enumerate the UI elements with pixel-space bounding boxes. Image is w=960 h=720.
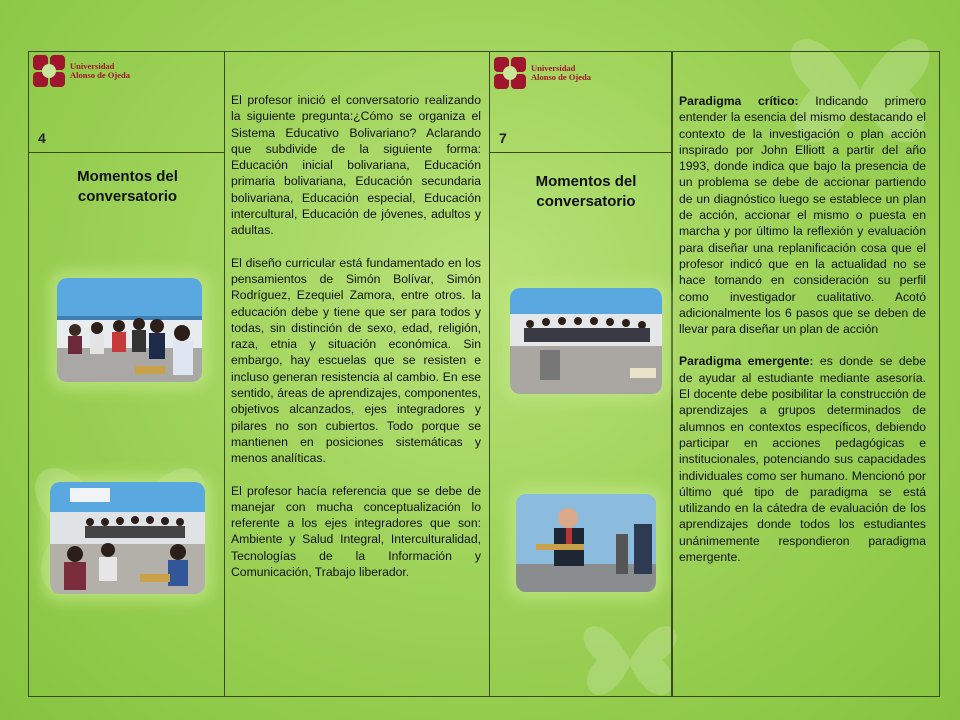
- logo-line-1: Universidad: [70, 61, 115, 71]
- page-number-right: 7: [499, 130, 507, 146]
- logo-text: [531, 64, 591, 82]
- classroom-photo-2-image: [50, 482, 205, 594]
- classroom-photo-1-image: [57, 278, 202, 382]
- text-column-1: [231, 92, 481, 596]
- page-number-left: 4: [38, 130, 46, 146]
- caption-line-1: Momentos del: [535, 173, 637, 190]
- paragraph-emergent-body: es donde se debe de ayudar al estudiante mediante asesoría. El docente debe posibilitar la construcción de aprendizajes a grupos determinados de alumnos en contextos específicos, debiendo participar en acciones pedagógicas e institucionales, potenciando sus capacidades individuales como ser humano. Mencionó por último qué tipo de paradigma se está utilizando en la cátedra de evaluación de los aprendizajes donde todos los estudiantes unánimemente respondieron paradigma emergente.: [679, 354, 926, 565]
- paragraph-critical-title: Paradigma crítico:: [679, 94, 799, 108]
- university-logo-left: [32, 54, 130, 88]
- paragraph-critical-body: Indicando primero entender la esencia del mismo destacando el contexto de la investigación o plan acción inspirado por John Elliott a partir del año 1993, donde indica que bajo la presencia de un problema se debe de accionar partiendo de un diagnóstico luego se establece un plan de acción, accionar el mismo o puesta en marcha y por último la reflexión y evaluación para diseñar una replanificación cosa que el profesor indicó que en la actualidad no se hace tomando en consideración su perfil como investigador cualitativo. Acotó adicionalmente los 6 pasos que se deben de llevar para diseñar un plan de acción: [679, 94, 926, 337]
- text-column-2: [679, 93, 926, 581]
- paragraph-emergent-title: Paradigma emergente:: [679, 354, 814, 369]
- university-seal-icon: [493, 56, 527, 90]
- paragraph-2: El diseño curricular está fundamentado en los pensamientos de Simón Bolívar, Simón Rodríguez, Ezequiel Zamora, entre otros. la educación debe y tiene que ser para todos y todas, sin distinción de sexo, edad, religión, raza, etnia y situación económica. Sin embargo, hay escuelas que se resisten e incluso generan resistencia al cambio. En ese sentido, áreas de aprendizajes, componentes, objetivos alcanzados, ejes integradores y pilares no son cubiertos. Todo porque se mantienen en posiciones sistemáticas y menos analíticas.: [231, 255, 481, 466]
- classroom-photo-2: [50, 482, 205, 594]
- paragraph-critical: [679, 93, 926, 337]
- logo-line-2: Alonso de Ojeda: [70, 70, 130, 80]
- caption-line-1: Momentos del: [77, 168, 178, 185]
- left-photo-panel: [28, 152, 225, 697]
- classroom-photo-3: [510, 288, 662, 394]
- classroom-photo-1: [57, 278, 202, 382]
- professor-photo-image: [516, 494, 656, 592]
- university-logo-right: [493, 56, 591, 90]
- classroom-photo-3-image: [510, 288, 662, 394]
- paragraph-emergent: [679, 353, 926, 565]
- caption-left: [50, 167, 205, 207]
- logo-line-1: Universidad: [531, 63, 576, 73]
- university-seal-icon: [32, 54, 66, 88]
- paragraph-1: El profesor inició el conversatorio realizando la siguiente pregunta:¿Cómo se organiza el Sistema Educativo Bolivariano? Aclarando que subdivide de la siguiente forma: Educación inicial bolivariana, Educación primaria bolivariana, Educación secundaria bolivariana, Educación especial, Educación intercultural, Educación de jóvenes, adultos y adultas.: [231, 93, 481, 238]
- caption-line-2: conversatorio: [536, 193, 636, 210]
- logo-text: [70, 62, 130, 80]
- right-photo-panel: [489, 152, 672, 697]
- caption-line-2: conversatorio: [77, 188, 178, 205]
- logo-line-2: Alonso de Ojeda: [531, 72, 591, 82]
- caption-right: [506, 172, 666, 212]
- paragraph-3: El profesor hacía referencia que se debe de manejar con mucha conceptualización lo referente a los ejes integradores que son: Ambiente y Salud Integral, Interculturalidad, Tecnologías de la Información y Comunicación, Trabajo liberador.: [231, 483, 481, 580]
- professor-photo: [516, 494, 656, 592]
